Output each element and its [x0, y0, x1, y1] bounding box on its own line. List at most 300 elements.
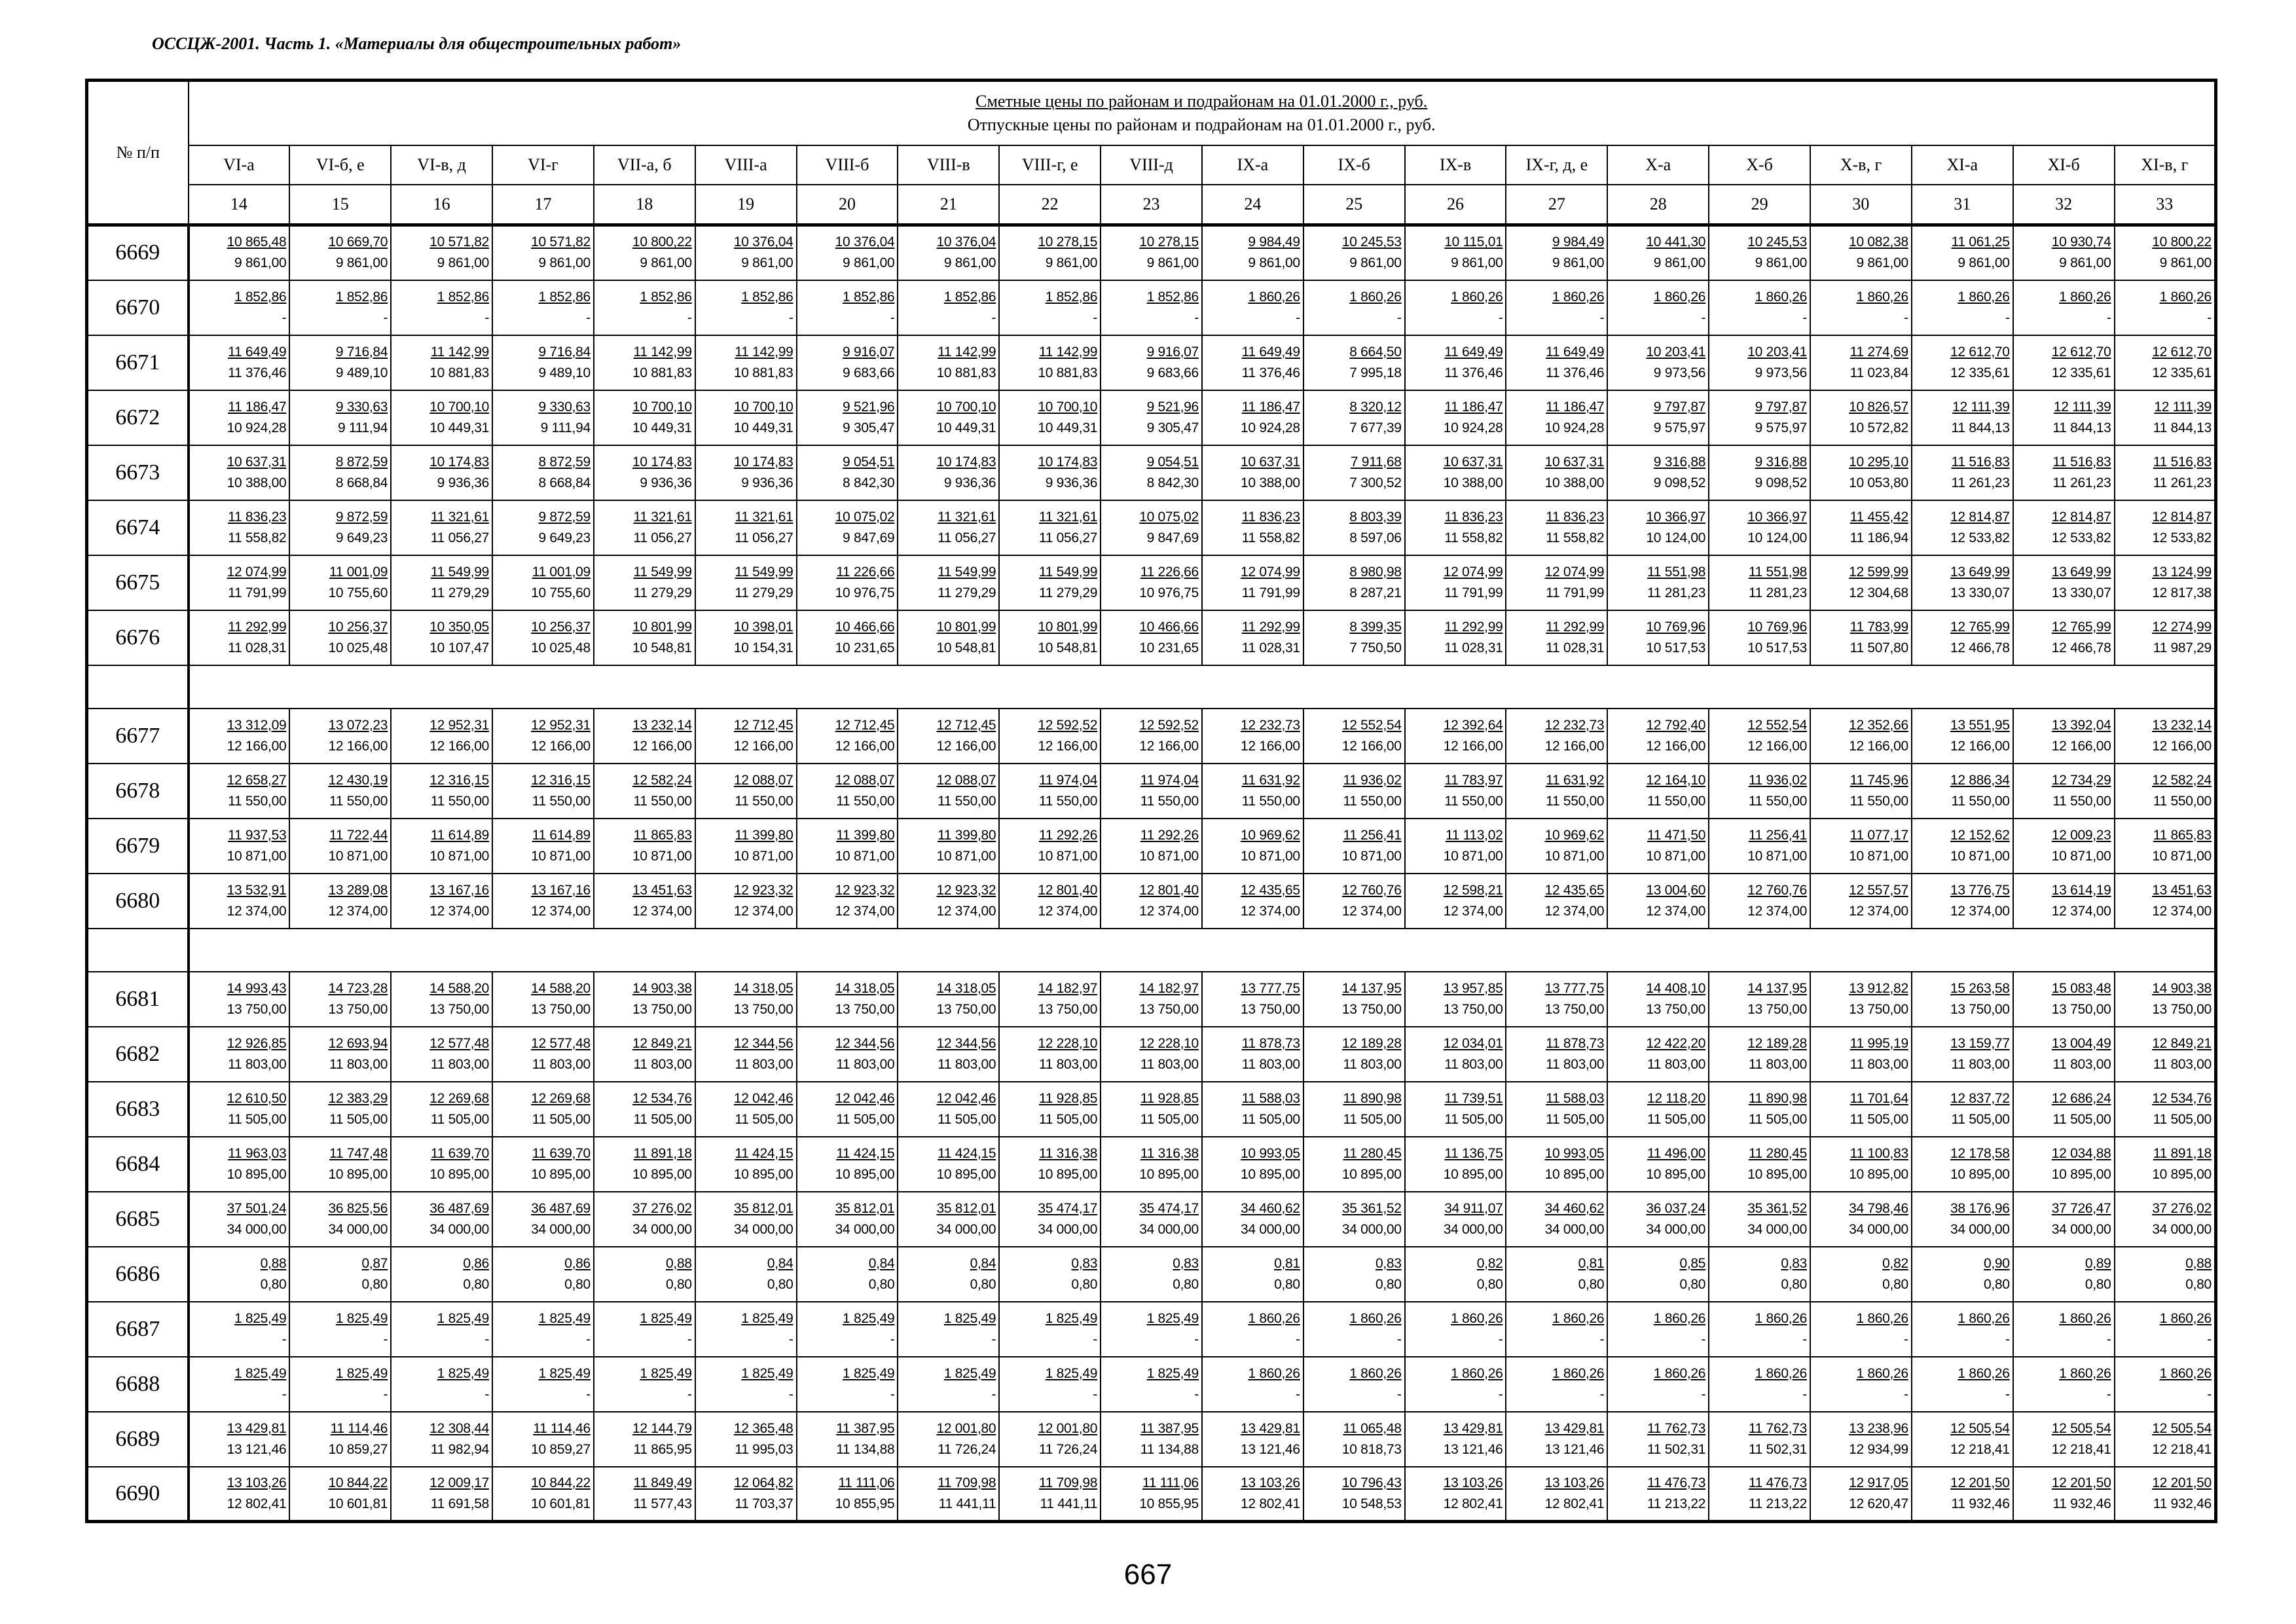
estimate-price: 11 588,03: [1546, 1090, 1605, 1106]
price-cell: [898, 709, 999, 764]
estimate-price: 0,83: [1375, 1255, 1402, 1271]
price-cell: [999, 280, 1101, 335]
column-index: 33: [2115, 185, 2216, 225]
price-cell: [1506, 819, 1607, 874]
estimate-price: 13 614,19: [2051, 882, 2111, 898]
estimate-price: 11 722,44: [329, 827, 388, 843]
release-price: 12 166,00: [1443, 738, 1503, 754]
release-price: 9 847,69: [843, 530, 895, 545]
estimate-price: 8 803,39: [1349, 509, 1402, 525]
price-cell: [1303, 1412, 1405, 1467]
estimate-price: 10 969,62: [1241, 827, 1300, 843]
estimate-price: 14 318,05: [936, 980, 996, 996]
release-price: 11 550,00: [1748, 793, 1807, 809]
estimate-price: 1 860,26: [1856, 1310, 1908, 1326]
price-cell: [1405, 445, 1506, 500]
estimate-price: 12 612,70: [1950, 344, 2010, 360]
release-price: 34 000,00: [1849, 1221, 1908, 1237]
release-price: 13 750,00: [835, 1001, 895, 1017]
release-price: 13 750,00: [733, 1001, 793, 1017]
price-cell: [1810, 1412, 1912, 1467]
estimate-price: 11 280,45: [1343, 1145, 1402, 1161]
price-cell: [797, 1137, 898, 1192]
price-cell: [1506, 555, 1607, 610]
price-cell: [2013, 225, 2115, 280]
estimate-price: 11 762,73: [1647, 1420, 1706, 1436]
release-price: -: [1802, 1386, 1807, 1402]
row-number: 6676: [87, 610, 189, 665]
price-cell: [999, 1192, 1101, 1247]
release-price: -: [890, 1386, 895, 1402]
estimate-price: 9 521,96: [843, 399, 895, 415]
release-price: 9 861,00: [2159, 255, 2212, 271]
estimate-price: 10 993,05: [1544, 1145, 1605, 1161]
price-cell: [1101, 764, 1202, 819]
release-price: -: [890, 310, 895, 325]
estimate-price: 12 693,94: [328, 1035, 388, 1051]
price-cell: [1506, 874, 1607, 929]
price-cell: [695, 555, 797, 610]
estimate-price: 14 318,05: [835, 980, 895, 996]
section-separator-row: [87, 665, 2216, 709]
estimate-price: 11 974,04: [1140, 772, 1199, 788]
price-cell: [695, 1082, 797, 1137]
release-price: 0,80: [1984, 1276, 2010, 1292]
estimate-price: 14 588,20: [531, 980, 591, 996]
price-cell: [289, 280, 391, 335]
price-cell: [898, 874, 999, 929]
release-price: 12 533,82: [2152, 530, 2212, 545]
price-cell: [1709, 280, 1810, 335]
column-index: 32: [2013, 185, 2115, 225]
release-price: 10 449,31: [632, 420, 692, 435]
estimate-price: 12 534,76: [2152, 1090, 2212, 1106]
estimate-price: 0,88: [666, 1255, 692, 1271]
price-cell: [1912, 500, 2013, 555]
release-price: -: [1296, 1386, 1300, 1402]
release-price: 9 861,00: [234, 255, 287, 271]
price-cell: [189, 1082, 290, 1137]
estimate-price: 12 952,31: [429, 717, 490, 733]
price-cell: [289, 1192, 391, 1247]
price-cell: [1709, 819, 1810, 874]
price-cell: [1405, 390, 1506, 445]
column-index: 15: [289, 185, 391, 225]
release-price: 10 755,60: [328, 585, 388, 600]
price-cell: [2013, 1412, 2115, 1467]
estimate-price: 10 256,37: [328, 619, 388, 635]
release-price: 11 056,27: [938, 530, 996, 545]
estimate-price: 10 669,70: [328, 234, 388, 250]
section-separator-row: [87, 929, 2216, 972]
price-cell: [189, 1357, 290, 1412]
estimate-price: 0,83: [1173, 1255, 1199, 1271]
release-price: 12 166,00: [1341, 738, 1402, 754]
estimate-price: 11 061,25: [1951, 234, 2010, 250]
estimate-price: 1 860,26: [1349, 289, 1402, 304]
price-cell: [1101, 500, 1202, 555]
release-price: -: [2005, 310, 2010, 325]
release-price: 10 818,73: [1341, 1441, 1402, 1457]
price-cell: [289, 1027, 391, 1082]
estimate-price: 11 292,99: [1546, 619, 1605, 635]
table-row: [87, 1467, 2216, 1522]
release-price: 10 548,81: [1038, 640, 1098, 655]
release-price: 12 374,00: [1443, 903, 1503, 919]
price-cell: [1607, 1192, 1709, 1247]
release-price: 9 683,66: [843, 365, 895, 380]
estimate-price: 8 872,59: [538, 454, 591, 470]
estimate-price: 13 451,63: [632, 882, 692, 898]
release-price: 10 107,47: [429, 640, 490, 655]
estimate-price: 11 399,80: [938, 827, 996, 843]
release-price: 13 750,00: [1747, 1001, 1807, 1017]
table-header: [87, 81, 2216, 225]
estimate-price: 13 429,81: [1544, 1420, 1605, 1436]
estimate-price: 12 042,46: [835, 1090, 895, 1106]
price-cell: [1202, 1412, 1303, 1467]
release-price: 10 895,00: [2152, 1166, 2212, 1182]
price-cell: [1912, 390, 2013, 445]
price-cell: [1810, 1302, 1912, 1357]
estimate-price: 11 995,19: [1850, 1035, 1908, 1051]
release-price: 11 186,94: [1850, 530, 1908, 545]
estimate-price: 13 777,75: [1241, 980, 1300, 996]
estimate-price: 10 801,99: [1038, 619, 1098, 635]
estimate-price: 10 245,53: [1341, 234, 1402, 250]
table-row: [87, 1302, 2216, 1357]
price-cell: [999, 819, 1101, 874]
price-cell: [1912, 1137, 2013, 1192]
table-row: [87, 1137, 2216, 1192]
row-number: 6681: [87, 972, 189, 1027]
estimate-price: 12 760,76: [1341, 882, 1402, 898]
release-price: 9 861,00: [538, 255, 591, 271]
estimate-price: 0,81: [1274, 1255, 1300, 1271]
price-cell: [898, 500, 999, 555]
release-price: 0,80: [970, 1276, 996, 1292]
release-price: 9 305,47: [843, 420, 895, 435]
price-cell: [2013, 610, 2115, 665]
price-cell: [289, 445, 391, 500]
table-row: [87, 335, 2216, 390]
price-cell: [1709, 1137, 1810, 1192]
estimate-price: 12 430,19: [328, 772, 388, 788]
estimate-price: 11 551,98: [1647, 564, 1706, 580]
price-cell: [189, 972, 290, 1027]
release-price: 34 000,00: [733, 1221, 793, 1237]
release-price: 10 859,27: [531, 1441, 591, 1457]
release-price: 10 388,00: [1544, 475, 1605, 490]
estimate-price: 9 316,88: [1653, 454, 1706, 470]
estimate-price: 12 552,54: [1341, 717, 1402, 733]
release-price: -: [2106, 1386, 2111, 1402]
estimate-price: 12 269,68: [531, 1090, 591, 1106]
estimate-price: 11 890,98: [1343, 1090, 1402, 1106]
price-cell: [1912, 280, 2013, 335]
price-cell: [289, 390, 391, 445]
estimate-price: 12 610,50: [227, 1090, 287, 1106]
price-cell: [999, 1412, 1101, 1467]
price-cell: [1202, 709, 1303, 764]
estimate-price: 11 226,66: [1140, 564, 1199, 580]
release-price: 12 934,99: [1849, 1441, 1908, 1457]
price-cell: [2013, 1137, 2115, 1192]
estimate-price: 1 860,26: [1958, 1365, 2010, 1381]
estimate-price: 1 860,26: [2159, 289, 2212, 304]
estimate-price: 11 001,09: [532, 564, 591, 580]
estimate-price: 13 167,16: [531, 882, 591, 898]
release-price: 11 441,11: [1040, 1496, 1098, 1511]
release-price: 11 791,99: [1444, 585, 1503, 600]
price-cell: [999, 1467, 1101, 1522]
release-price: -: [1093, 1386, 1098, 1402]
estimate-price: 0,88: [260, 1255, 287, 1271]
estimate-price: 12 598,21: [1443, 882, 1503, 898]
price-cell: [1912, 610, 2013, 665]
release-price: 12 374,00: [531, 903, 591, 919]
estimate-price: 13 451,63: [2152, 882, 2212, 898]
estimate-price: 12 765,99: [2051, 619, 2111, 635]
estimate-price: 13 429,81: [1443, 1420, 1503, 1436]
estimate-price: 13 649,99: [1950, 564, 2010, 580]
estimate-price: 7 911,68: [1350, 454, 1402, 470]
release-price: 11 844,13: [2052, 420, 2111, 435]
price-cell: [289, 819, 391, 874]
estimate-price: 12 352,66: [1849, 717, 1908, 733]
estimate-price: 12 592,52: [1139, 717, 1199, 733]
price-cell: [189, 874, 290, 929]
release-price: 12 166,00: [1544, 738, 1605, 754]
estimate-price: 1 825,49: [741, 1310, 793, 1326]
release-price: 11 558,82: [1241, 530, 1300, 545]
column-index: 24: [1202, 185, 1303, 225]
release-price: 0,80: [1578, 1276, 1605, 1292]
release-price: 10 871,00: [2051, 848, 2111, 864]
price-cell: [1405, 1357, 1506, 1412]
price-cell: [391, 764, 492, 819]
price-cell: [289, 1302, 391, 1357]
estimate-price: 11 316,38: [1140, 1145, 1199, 1161]
estimate-price: 12 849,21: [632, 1035, 692, 1051]
estimate-price: 12 042,46: [936, 1090, 996, 1106]
price-cell: [1405, 819, 1506, 874]
region-header: VIII-д: [1101, 145, 1202, 185]
release-price: 12 374,00: [1241, 903, 1300, 919]
release-price: 11 550,00: [1343, 793, 1402, 809]
release-price: -: [1599, 310, 1605, 325]
price-cell: [391, 1247, 492, 1302]
release-price: 10 572,82: [1849, 420, 1908, 435]
estimate-price: 35 361,52: [1747, 1200, 1807, 1216]
price-cell: [1709, 1027, 1810, 1082]
price-cell: [1607, 225, 1709, 280]
price-cell: [492, 1192, 594, 1247]
price-cell: [1303, 874, 1405, 929]
table-row: [87, 500, 2216, 555]
estimate-price: 13 103,26: [227, 1475, 287, 1490]
region-header: X-б: [1709, 145, 1810, 185]
price-cell: [1202, 1357, 1303, 1412]
price-cell: [898, 1137, 999, 1192]
release-price: 9 861,00: [1248, 255, 1300, 271]
price-cell: [2115, 764, 2216, 819]
release-price: 11 376,46: [1546, 365, 1605, 380]
price-cell: [1303, 819, 1405, 874]
price-table: [85, 79, 2217, 1523]
release-price: 11 023,84: [1850, 365, 1908, 380]
price-cell: [695, 874, 797, 929]
price-cell: [1202, 972, 1303, 1027]
price-cell: [391, 390, 492, 445]
price-cell: [1101, 1467, 1202, 1522]
estimate-price: 10 700,10: [733, 399, 793, 415]
estimate-price: 10 571,82: [531, 234, 591, 250]
estimate-price: 11 865,83: [2153, 827, 2212, 843]
price-cell: [695, 1192, 797, 1247]
price-cell: [695, 764, 797, 819]
release-price: 10 895,00: [1139, 1166, 1199, 1182]
release-price: 0,80: [2085, 1276, 2111, 1292]
release-price: 12 374,00: [733, 903, 793, 919]
release-price: 12 166,00: [1139, 738, 1199, 754]
release-price: 11 505,00: [2153, 1111, 2212, 1127]
estimate-price: 11 747,48: [329, 1145, 388, 1161]
release-price: 34 000,00: [1544, 1221, 1605, 1237]
estimate-price: 0,86: [564, 1255, 591, 1271]
estimate-price: 10 466,66: [1139, 619, 1199, 635]
estimate-price: 10 637,31: [1544, 454, 1605, 470]
price-cell: [2115, 500, 2216, 555]
release-price: 0,80: [868, 1276, 895, 1292]
release-price: 11 803,00: [1748, 1056, 1807, 1072]
release-price: 9 936,36: [741, 475, 793, 490]
release-price: 13 750,00: [936, 1001, 996, 1017]
price-cell: [594, 280, 695, 335]
price-cell: [797, 1302, 898, 1357]
release-price: 10 976,75: [835, 585, 895, 600]
release-price: 11 550,00: [633, 793, 692, 809]
estimate-price: 12 557,57: [1849, 882, 1908, 898]
release-price: 9 861,00: [1958, 255, 2010, 271]
price-cell: [1607, 764, 1709, 819]
release-price: 11 803,00: [228, 1056, 287, 1072]
estimate-price: 12 383,29: [328, 1090, 388, 1106]
estimate-price: 1 825,49: [538, 1310, 591, 1326]
estimate-price: 10 700,10: [429, 399, 490, 415]
estimate-price: 35 812,01: [835, 1200, 895, 1216]
release-price: 11 502,31: [1748, 1441, 1807, 1457]
estimate-price: 12 923,32: [733, 882, 793, 898]
estimate-price: 13 232,14: [2152, 717, 2212, 733]
price-cell: [1303, 972, 1405, 1027]
price-cell: [999, 874, 1101, 929]
price-cell: [289, 1357, 391, 1412]
price-cell: [1506, 972, 1607, 1027]
price-cell: [1303, 390, 1405, 445]
estimate-price: 12 001,80: [936, 1420, 996, 1436]
release-price: 11 213,22: [1748, 1496, 1807, 1511]
release-price: 9 649,23: [335, 530, 388, 545]
price-cell: [492, 1082, 594, 1137]
price-cell: [1709, 1412, 1810, 1467]
price-cell: [999, 335, 1101, 390]
price-cell: [1810, 1082, 1912, 1137]
estimate-price: 12 577,48: [429, 1035, 490, 1051]
estimate-price: 12 435,65: [1241, 882, 1300, 898]
price-cell: [1810, 819, 1912, 874]
estimate-price: 12 034,88: [2051, 1145, 2111, 1161]
release-price: 10 871,00: [1341, 848, 1402, 864]
estimate-price: 1 860,26: [2059, 289, 2111, 304]
column-index: 31: [1912, 185, 2013, 225]
release-price: 11 505,00: [1343, 1111, 1402, 1127]
price-cell: [1202, 500, 1303, 555]
release-price: 13 750,00: [1341, 1001, 1402, 1017]
price-cell: [797, 1192, 898, 1247]
estimate-price: 11 496,00: [1647, 1145, 1706, 1161]
estimate-price: 12 316,15: [429, 772, 490, 788]
estimate-price: 35 812,01: [936, 1200, 996, 1216]
release-price: 10 855,95: [835, 1496, 895, 1511]
release-price: 12 533,82: [1950, 530, 2010, 545]
estimate-price: 1 860,26: [1248, 1310, 1300, 1326]
price-cell: [1607, 972, 1709, 1027]
price-cell: [1607, 280, 1709, 335]
price-cell: [391, 819, 492, 874]
release-price: 12 802,41: [1544, 1496, 1605, 1511]
release-price: 11 028,31: [228, 640, 287, 655]
estimate-price: 12 392,64: [1443, 717, 1503, 733]
estimate-price: 1 852,86: [1146, 289, 1199, 304]
price-cell: [695, 390, 797, 445]
separator-cell: [189, 929, 2216, 972]
release-price: 9 489,10: [335, 365, 388, 380]
region-header: VI-б, е: [289, 145, 391, 185]
column-index: 17: [492, 185, 594, 225]
release-price: 11 726,24: [1038, 1441, 1098, 1457]
release-price: -: [1498, 1386, 1503, 1402]
estimate-price: 8 320,12: [1349, 399, 1402, 415]
price-cell: [289, 1467, 391, 1522]
price-cell: [189, 280, 290, 335]
release-price: 9 936,36: [943, 475, 996, 490]
estimate-price: 11 516,83: [2153, 454, 2212, 470]
estimate-price: 0,87: [361, 1255, 388, 1271]
release-price: 11 995,03: [735, 1441, 793, 1457]
estimate-price: 12 344,56: [936, 1035, 996, 1051]
release-price: 10 924,28: [1443, 420, 1503, 435]
release-price: 12 335,61: [1950, 365, 2010, 380]
price-cell: [189, 1027, 290, 1082]
release-price: 13 750,00: [1849, 1001, 1908, 1017]
release-price: 9 649,23: [538, 530, 591, 545]
row-number: 6680: [87, 874, 189, 929]
estimate-price: 12 612,70: [2051, 344, 2111, 360]
estimate-price: 11 321,61: [735, 509, 793, 525]
price-cell: [797, 1027, 898, 1082]
estimate-price: 35 474,17: [1038, 1200, 1098, 1216]
price-cell: [999, 1082, 1101, 1137]
release-price: 10 976,75: [1139, 585, 1199, 600]
release-price: 10 895,00: [1544, 1166, 1605, 1182]
estimate-price: 1 860,26: [1451, 1365, 1503, 1381]
price-cell: [1405, 225, 1506, 280]
price-cell: [898, 764, 999, 819]
row-number: 6684: [87, 1137, 189, 1192]
price-cell: [695, 1027, 797, 1082]
release-price: 11 803,00: [1241, 1056, 1300, 1072]
